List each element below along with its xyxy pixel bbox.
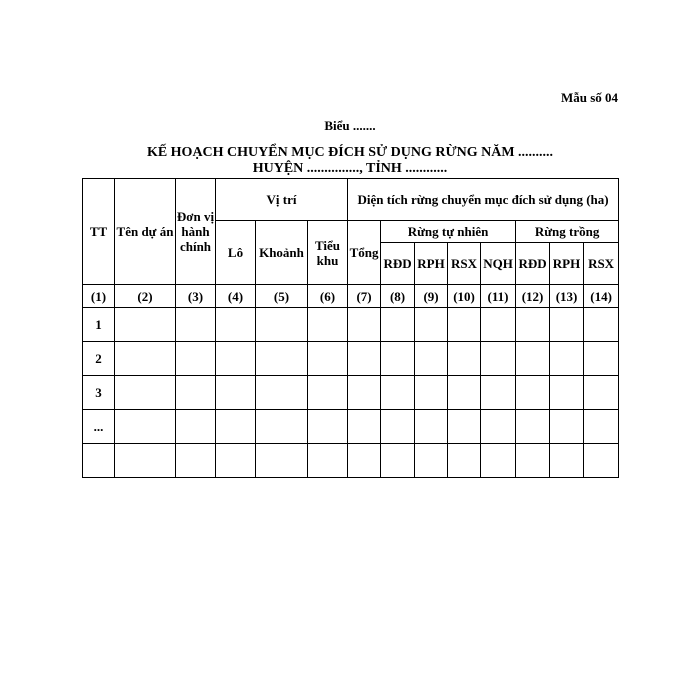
empty-cell[interactable] — [115, 444, 176, 478]
empty-cell[interactable] — [516, 308, 550, 342]
header-planted-rdd: RĐD — [516, 243, 550, 285]
empty-cell[interactable] — [448, 342, 481, 376]
empty-cell[interactable] — [481, 342, 516, 376]
column-number: (10) — [448, 285, 481, 308]
empty-cell[interactable] — [348, 376, 381, 410]
empty-cell[interactable] — [115, 376, 176, 410]
empty-cell[interactable] — [448, 376, 481, 410]
header-planted-rsx: RSX — [584, 243, 619, 285]
empty-cell[interactable] — [415, 444, 448, 478]
document-title — [0, 145, 700, 177]
header-natural-rsx: RSX — [448, 243, 481, 285]
header-natural-rdd: RĐD — [381, 243, 415, 285]
header-project-name: Tên dự án — [115, 179, 176, 285]
empty-cell[interactable] — [381, 444, 415, 478]
empty-cell[interactable] — [348, 308, 381, 342]
empty-cell[interactable] — [256, 342, 308, 376]
empty-cell[interactable] — [448, 308, 481, 342]
header-lot: Lô — [216, 221, 256, 285]
title-line-2: HUYỆN ..............., TỈNH ............ — [252, 161, 448, 176]
column-number: (8) — [381, 285, 415, 308]
table-row — [83, 444, 619, 478]
empty-cell[interactable] — [216, 410, 256, 444]
column-number: (2) — [115, 285, 176, 308]
empty-cell[interactable] — [176, 342, 216, 376]
empty-cell[interactable] — [348, 410, 381, 444]
table-row — [83, 308, 619, 342]
column-number-row — [83, 285, 619, 308]
empty-cell[interactable] — [516, 376, 550, 410]
empty-cell[interactable] — [216, 376, 256, 410]
empty-cell[interactable] — [584, 342, 619, 376]
empty-cell[interactable] — [308, 444, 348, 478]
column-number: (3) — [176, 285, 216, 308]
empty-cell[interactable] — [516, 342, 550, 376]
column-number: (6) — [308, 285, 348, 308]
forest-conversion-plan-table — [82, 178, 619, 478]
empty-cell[interactable] — [115, 308, 176, 342]
column-number: (13) — [550, 285, 584, 308]
table-row — [83, 342, 619, 376]
row-number — [83, 444, 115, 478]
empty-cell[interactable] — [381, 376, 415, 410]
column-number: (4) — [216, 285, 256, 308]
empty-cell[interactable] — [348, 444, 381, 478]
column-number: (12) — [516, 285, 550, 308]
empty-cell[interactable] — [115, 410, 176, 444]
empty-cell[interactable] — [256, 376, 308, 410]
title-line-1: KẾ HOẠCH CHUYỂN MỤC ĐÍCH SỬ DỤNG RỪNG NĂM .......... — [146, 145, 554, 160]
empty-cell[interactable] — [176, 376, 216, 410]
empty-cell[interactable] — [481, 410, 516, 444]
header-planted-forest: Rừng trồng — [516, 221, 619, 243]
empty-cell[interactable] — [216, 444, 256, 478]
row-number: 2 — [83, 342, 115, 376]
empty-cell[interactable] — [584, 410, 619, 444]
empty-cell[interactable] — [481, 376, 516, 410]
form-number: Mẫu số 04 — [560, 90, 618, 105]
row-number: 3 — [83, 376, 115, 410]
empty-cell[interactable] — [348, 342, 381, 376]
column-number: (1) — [83, 285, 115, 308]
empty-cell[interactable] — [381, 410, 415, 444]
empty-cell[interactable] — [216, 342, 256, 376]
column-number: (5) — [256, 285, 308, 308]
empty-cell[interactable] — [415, 410, 448, 444]
empty-cell[interactable] — [256, 444, 308, 478]
empty-cell[interactable] — [550, 308, 584, 342]
empty-cell[interactable] — [550, 342, 584, 376]
header-subzone: Tiểu khu — [308, 221, 348, 285]
header-total: Tổng — [348, 221, 381, 285]
empty-cell[interactable] — [176, 410, 216, 444]
header-natural-rph: RPH — [415, 243, 448, 285]
column-number: (14) — [584, 285, 619, 308]
empty-cell[interactable] — [308, 410, 348, 444]
header-natural-forest: Rừng tự nhiên — [381, 221, 516, 243]
row-number: ... — [83, 410, 115, 444]
empty-cell[interactable] — [216, 308, 256, 342]
empty-cell[interactable] — [550, 376, 584, 410]
header-tt: TT — [83, 179, 115, 285]
row-number: 1 — [83, 308, 115, 342]
header-natural-nqh: NQH — [481, 243, 516, 285]
empty-cell[interactable] — [550, 444, 584, 478]
column-number: (11) — [481, 285, 516, 308]
empty-cell[interactable] — [448, 444, 481, 478]
empty-cell[interactable] — [415, 376, 448, 410]
empty-cell[interactable] — [584, 308, 619, 342]
empty-cell[interactable] — [481, 444, 516, 478]
empty-cell[interactable] — [176, 308, 216, 342]
empty-cell[interactable] — [516, 410, 550, 444]
empty-cell[interactable] — [308, 342, 348, 376]
header-admin-unit: Đơn vị hành chính — [176, 179, 216, 285]
empty-cell[interactable] — [584, 376, 619, 410]
empty-cell[interactable] — [516, 444, 550, 478]
empty-cell[interactable] — [115, 342, 176, 376]
empty-cell[interactable] — [308, 376, 348, 410]
empty-cell[interactable] — [415, 308, 448, 342]
empty-cell[interactable] — [550, 410, 584, 444]
empty-cell[interactable] — [308, 308, 348, 342]
empty-cell[interactable] — [481, 308, 516, 342]
header-converted-area: Diện tích rừng chuyển mục đích sử dụng (ha) — [348, 179, 619, 221]
empty-cell[interactable] — [381, 342, 415, 376]
column-number: (9) — [415, 285, 448, 308]
empty-cell[interactable] — [381, 308, 415, 342]
empty-cell[interactable] — [584, 444, 619, 478]
table-row — [83, 376, 619, 410]
empty-cell[interactable] — [256, 410, 308, 444]
bieu-label: Biểu ....... — [324, 118, 376, 133]
empty-cell[interactable] — [415, 342, 448, 376]
empty-cell[interactable] — [256, 308, 308, 342]
header-khoanh: Khoảnh — [256, 221, 308, 285]
table-row — [83, 410, 619, 444]
header-planted-rph: RPH — [550, 243, 584, 285]
empty-cell[interactable] — [448, 410, 481, 444]
column-number: (7) — [348, 285, 381, 308]
header-location: Vị trí — [216, 179, 348, 221]
empty-cell[interactable] — [176, 444, 216, 478]
